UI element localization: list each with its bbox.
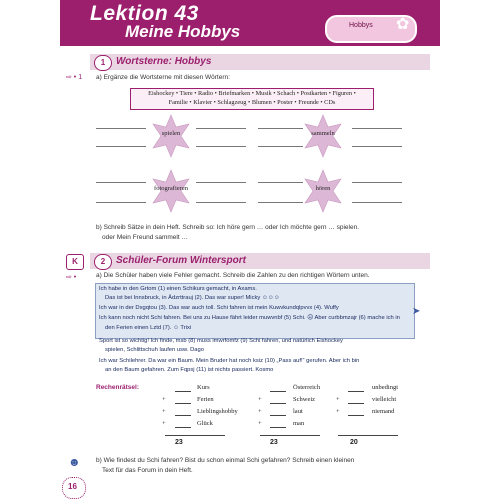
section-2-title: Schüler-Forum Wintersport	[116, 255, 246, 266]
answer-line[interactable]	[196, 182, 246, 183]
raetsel-word: Österreich	[293, 384, 321, 391]
sum-value: 20	[350, 439, 358, 446]
answer-line[interactable]	[352, 182, 402, 183]
number-line[interactable]	[175, 391, 191, 392]
answer-line[interactable]	[258, 128, 303, 129]
number-line[interactable]	[175, 403, 191, 404]
answer-line[interactable]	[258, 202, 303, 203]
number-line[interactable]	[270, 403, 286, 404]
word-star-spielen	[148, 113, 194, 159]
answer-line[interactable]	[352, 146, 402, 147]
answer-line[interactable]	[196, 146, 246, 147]
raetsel-word: Lieblingshobby	[197, 408, 238, 415]
raetsel-word: Ferien	[197, 396, 214, 403]
sum-line	[165, 435, 225, 436]
answer-line[interactable]	[258, 182, 303, 183]
star-label: hören	[315, 185, 331, 192]
forum-line: Ich habe in den Grtom (1) einen Schikurs gemacht, in Axams.	[99, 286, 257, 292]
word-list-line-2: Familie • Klavier • Schlagzeug • Blumen • Poster • Freunde • CDs	[168, 99, 336, 106]
task-1b-line-2: oder Mein Freund sammelt …	[102, 234, 188, 241]
forum-line: Das ist bei Innsbruck, in Ädzrttrauj (2). Das war super! Micky ☺☺☺	[105, 295, 280, 301]
forum-line: Ich war in der Dxgqtou (3). Das war auch toll. Schi fahren ist mein Kuwvkundqlpvvx (4). Wuffy	[99, 305, 339, 311]
forum-line: den Ferien einen Lztd (7). ☺ Trixi	[105, 325, 192, 331]
sum-value: 23	[175, 439, 183, 446]
raetsel-word: laut	[293, 408, 303, 415]
task-1a: a) Ergänze die Wortsterne mit diesen Wörtern:	[96, 74, 230, 81]
answer-line[interactable]	[352, 202, 402, 203]
cd-icon: ⇨ • 1	[66, 74, 83, 81]
word-star-sammeln	[300, 113, 346, 159]
topic-badge-label: Hobbys	[349, 22, 373, 29]
number-line[interactable]	[348, 415, 364, 416]
number-line[interactable]	[175, 415, 191, 416]
word-list-line-1: Eishockey • Tiere • Radio • Briefmarken • Musik • Schach • Postkarten • Figuren •	[148, 90, 356, 97]
answer-line[interactable]	[96, 146, 146, 147]
answer-line[interactable]	[96, 182, 146, 183]
raetsel-word: Kurs	[197, 384, 210, 391]
section-k-marker: K	[66, 254, 84, 270]
sum-line	[338, 435, 398, 436]
lesson-subtitle: Meine Hobbys	[125, 22, 241, 41]
task-2b-line-1: b) Wie findest du Schi fahren? Bist du schon einmal Schi gefahren? Schreib einen kleinen	[96, 457, 355, 464]
answer-line[interactable]	[96, 128, 146, 129]
answer-line[interactable]	[96, 202, 146, 203]
word-box	[130, 88, 374, 110]
number-line[interactable]	[270, 415, 286, 416]
raetsel-word: Glück	[197, 420, 213, 427]
raetsel-label: Rechenrätsel:	[96, 384, 139, 391]
forum-line: spielen, Schlittschuh laufen usw. Dago	[105, 347, 204, 353]
answer-line[interactable]	[196, 202, 246, 203]
word-star-hoeren	[300, 168, 346, 214]
number-line[interactable]	[270, 427, 286, 428]
number-line[interactable]	[270, 391, 286, 392]
number-line[interactable]	[348, 391, 364, 392]
raetsel-word: niemand	[372, 408, 395, 415]
star-label: spielen	[161, 130, 181, 137]
task-2a: a) Die Schüler haben viele Fehler gemacht. Schreib die Zahlen zu den richtigen Wörtern unten.	[96, 272, 370, 279]
sum-line	[260, 435, 320, 436]
section-1-title: Wortsterne: Hobbys	[116, 56, 212, 67]
raetsel-word: Schweiz	[293, 396, 316, 403]
raetsel-word: man	[293, 420, 305, 427]
task-1b-line-1: b) Schreib Sätze in dein Heft. Schreib so: Ich höre gern … oder Ich möchte gern … spielen.	[96, 224, 360, 231]
page-number: 16	[68, 482, 77, 491]
answer-line[interactable]	[196, 128, 246, 129]
section-1-number: 1	[94, 55, 112, 71]
cursor-icon: ➤	[412, 306, 421, 317]
section-2-number: 2	[94, 254, 112, 270]
forum-line: Ich war Schilehrer. Da war ein Baum. Mein Bruder hat noch ksiz (10) „Pass auf!“ gerufen. Aber ich bin	[99, 358, 360, 364]
raetsel-word: unbedingt	[372, 384, 398, 391]
forum-line: Sport ist so wichtig! Ich finde, msb (8) muss imwrfomfz (9) Schi fahren, und natürlich Eishockey	[99, 338, 343, 344]
forum-line: Ich kann noch nicht Schi fahren. Bei uns zu Hause fährt leider muwvnbf (5) Schi. ☹ Aber curbbmzajr (6) mache ich in	[99, 315, 400, 321]
number-line[interactable]	[175, 427, 191, 428]
answer-line[interactable]	[258, 146, 303, 147]
mascot-icon: ☻	[68, 455, 81, 469]
cd-icon: ⇨ •	[66, 274, 77, 281]
number-line[interactable]	[348, 403, 364, 404]
star-label: sammeln	[311, 130, 335, 137]
raetsel-word: vielleicht	[372, 396, 397, 403]
lesson-title: Lektion 43	[90, 2, 199, 25]
star-label: fotografieren	[154, 185, 188, 192]
answer-line[interactable]	[352, 128, 402, 129]
flower-icon: ✿	[396, 16, 410, 33]
forum-line: an den Baum gefahren. Zum Fqpsj (11) ist nichts passiert. Kosmo	[105, 367, 274, 373]
word-star-fotografieren	[148, 168, 194, 214]
sum-value: 23	[270, 439, 278, 446]
task-2b-line-2: Text für das Forum in dein Heft.	[102, 467, 193, 474]
